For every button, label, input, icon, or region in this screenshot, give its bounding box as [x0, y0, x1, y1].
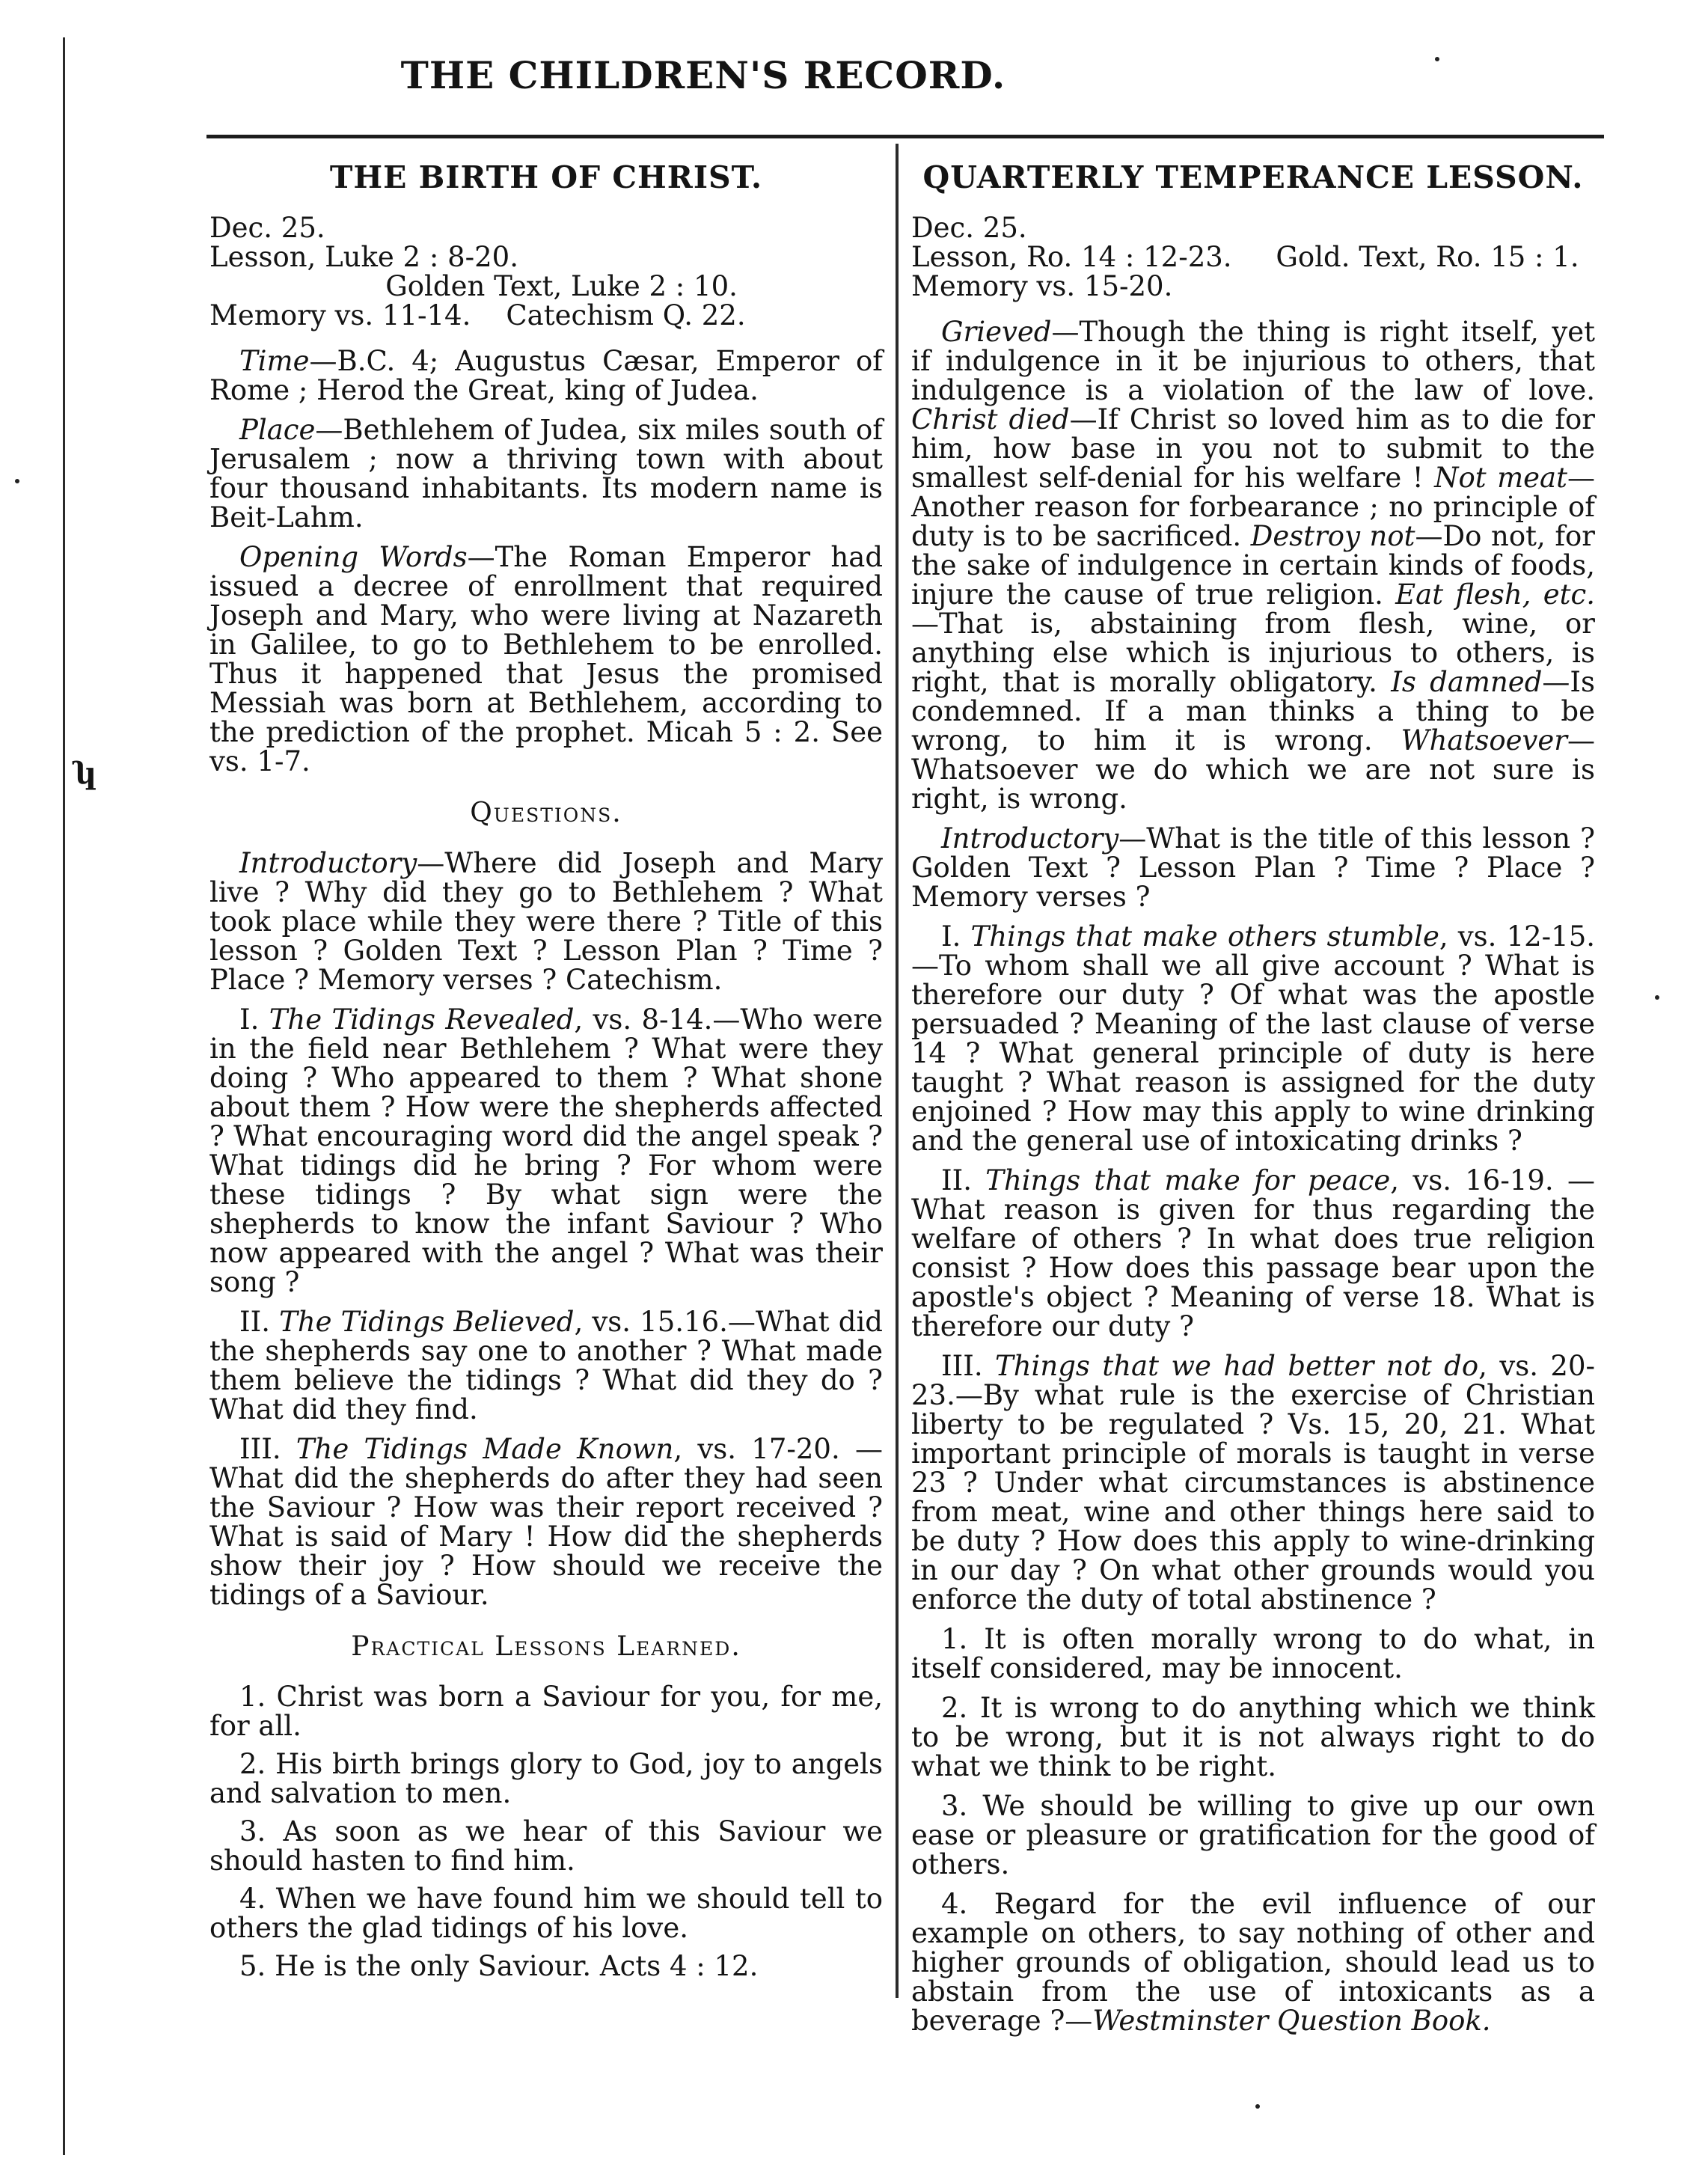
meta-line: Dec. 25. — [911, 212, 1027, 244]
question-paragraph — [911, 922, 1595, 1155]
notes-paragraph — [911, 317, 1595, 813]
left-column — [209, 159, 884, 1990]
question-text: , vs. 15.16.—What did the shepherds say one to another ? What made them believe the tidings ? What did they do ? What did they find. — [209, 1306, 883, 1425]
question-text: , vs. 8-14.—Who were in the field near Bethlehem ? What were they doing ? Who appeared to them ? What shone about them ? How were the shepherds affected ? What encouraging word did the angel speak ? What tidings did he bring ? For whom were these tidings ? By what sign were the shepherds to know the infant Saviour ? Who now appeared with the angel ? What was their song ? — [209, 1003, 884, 1298]
print-speck — [1255, 2104, 1260, 2109]
question-label: The Tidings Believed — [279, 1306, 575, 1338]
left-lesson-meta — [209, 213, 883, 330]
question-paragraph — [911, 1166, 1595, 1341]
note-text: —Whatsoever we do which we are not sure is right, is wrong. — [911, 724, 1595, 815]
question-label: Introductory — [239, 847, 417, 879]
question-text: —Where did Joseph and Mary live ? Why did they go to Bethlehem ? What took place while they were there ? Title of this lesson ? Golden Text ? Lesson Plan ? Time ? Place ? Memory verses ? Catechism. — [209, 847, 883, 996]
right-column-title: QUARTERLY TEMPERANCE LESSON. — [922, 159, 1584, 195]
note-label: Not meat — [1434, 462, 1567, 494]
gutter-mark: ʮ — [75, 756, 94, 791]
meta-line: Memory vs. 15-20. — [911, 270, 1173, 302]
right-column — [911, 159, 1595, 2046]
paragraph-text: —Bethlehem of Judea, six miles south of Jerusalem ; now a thriving town with about four thousand inhabitants. Its modern name is Beit-Lahm. — [209, 414, 883, 534]
paragraph-text: —B.C. 4; Augustus Cæsar, Emperor of Rome ; Herod the Great, king of Judea. — [209, 345, 883, 406]
final-lesson-item — [911, 1889, 1595, 2035]
question-text: , vs. 12-15.—To whom shall we all give account ? What is therefore our duty ? Of what was the apostle persuaded ? Meaning of the last clause of verse 14 ? What general principle of duty is here taught ? What reason is assigned for the duty enjoined ? How may this apply to wine drinking and the general use of intoxicating drinks ? — [911, 920, 1595, 1157]
meta-line: Memory vs. 11-14. Catechism Q. 22. — [209, 299, 746, 331]
question-paragraph — [209, 1307, 883, 1424]
note-text: —Though the thing is right itself, yet if indulgence in it be injurious to others, that indulgence is a violation of the law of love. — [911, 316, 1595, 406]
paragraph-label: Place — [239, 414, 316, 446]
lesson-item: 4. When we have found him we should tell to others the glad tidings of his love. — [209, 1883, 883, 1944]
final-lesson-text: 4. Regard for the evil influence of our example on others, to say nothing of other and higher grounds of obligation, should lead us to abstain from the use of intoxicants as a beverage ?— — [911, 1888, 1595, 2037]
note-label: Is damned — [1391, 666, 1543, 698]
meta-line: Dec. 25. — [209, 212, 325, 244]
note-text: —Another reason for forbearance ; no principle of duty is to be sacrificed. — [911, 462, 1595, 552]
gutter-rule — [63, 37, 65, 2155]
lesson-item: 3. We should be willing to give up our own ease or pleasure or gratification for the good of others. — [911, 1790, 1595, 1880]
note-label: Destroy not — [1250, 520, 1415, 552]
lesson-item: 5. He is the only Saviour. Acts 4 : 12. — [239, 1950, 759, 1982]
left-column-title: THE BIRTH OF CHRIST. — [329, 159, 763, 195]
question-prefix: III. — [941, 1350, 996, 1382]
print-speck — [1435, 57, 1439, 61]
question-paragraph — [209, 849, 883, 994]
note-text: —Do not, for the sake of indulgence in certain kinds of foods, injure the cause of true religion. — [911, 520, 1595, 611]
question-text: , vs. 17-20. —What did the shepherds do after they had seen the Saviour ? How was their report received ? What is said of Mary ! How did the shepherds show their joy ? How should we receive the tidings of a Saviour. — [209, 1433, 883, 1611]
meta-line: Lesson, Luke 2 : 8-20. — [209, 241, 518, 273]
question-text: , vs. 16-19. —What reason is given for thus regarding the welfare of others ? In what does true religion consist ? How does this passage bear upon the apostle's object ? Meaning of verse 18. What is therefore our duty ? — [911, 1164, 1595, 1342]
question-text: —What is the title of this lesson ? Golden Text ? Lesson Plan ? Time ? Place ? Memory verses ? — [911, 822, 1595, 913]
opening-words-paragraph — [209, 542, 883, 776]
lesson-item: 3. As soon as we hear of this Saviour we should hasten to find him. — [209, 1815, 883, 1877]
note-text: —Is condemned. If a man thinks a thing to be wrong, to him it is wrong. — [911, 666, 1595, 757]
question-label: The Tidings Made Known — [296, 1433, 674, 1465]
source-citation: Westminster Question Book. — [1092, 2005, 1491, 2037]
question-prefix: II. — [239, 1306, 280, 1338]
question-label: Things that we had better not do — [995, 1350, 1479, 1382]
lesson-item: 2. His birth brings glory to God, joy to angels and salvation to men. — [209, 1748, 883, 1809]
paragraph-label: Time — [239, 345, 310, 377]
place-paragraph — [209, 415, 883, 532]
question-paragraph — [209, 1434, 883, 1610]
meta-line: Golden Text, Luke 2 : 10. — [209, 270, 738, 302]
practical-lessons-heading: Practical Lessons Learned. — [351, 1631, 741, 1662]
note-text: —That is, abstaining from flesh, wine, or anything else which is injurious to others, is right, that is morally obligatory. — [911, 608, 1595, 698]
note-label: Eat flesh, etc. — [1395, 578, 1595, 611]
lesson-item: 1. It is often morally wrong to do what, in itself considered, may be innocent. — [911, 1623, 1595, 1684]
question-prefix: I. — [941, 920, 971, 953]
note-label: Whatsoever — [1401, 724, 1567, 757]
question-label: The Tidings Revealed — [269, 1003, 575, 1036]
paragraph-label: Opening Words — [239, 541, 468, 573]
question-paragraph — [209, 1005, 883, 1297]
question-prefix: I. — [239, 1003, 269, 1036]
lesson-item: 1. Christ was born a Saviour for you, for me, for all. — [209, 1681, 883, 1742]
question-label: Things that make others stumble — [970, 920, 1439, 953]
meta-line: Lesson, Ro. 14 : 12-23. Gold. Text, Ro. 15 : 1. — [911, 241, 1579, 273]
lesson-item: 2. It is wrong to do anything which we think to be wrong, but it is not always right to do what we think to be right. — [911, 1692, 1595, 1782]
print-speck — [15, 479, 19, 483]
time-paragraph — [209, 346, 883, 405]
note-text: —If Christ so loved him as to die for him, how base in you not to submit to the smallest self-denial for his welfare ! — [911, 403, 1595, 494]
question-text: , vs. 20-23.—By what rule is the exercise of Christian liberty to be regulated ? Vs. 15, 20, 21. What important principle of morals is taught in verse 23 ? Under what circumstances is abstinence from meat, wine and other things here said to be duty ? How does this apply to wine-drinking in our day ? On what other grounds would you enforce the duty of total abstinence ? — [911, 1350, 1595, 1616]
question-label: Things that make for peace — [985, 1164, 1391, 1196]
paragraph-text: —The Roman Emperor had issued a decree of enrollment that required Joseph and Mary, who were living at Nazareth in Galilee, to go to Bethlehem to be enrolled. Thus it happened that Jesus the promised Messiah was born at Bethlehem, according to the prediction of the prophet. Micah 5 : 2. See vs. 1-7. — [209, 541, 884, 777]
page-title: THE CHILDREN'S RECORD. — [400, 53, 1006, 97]
right-lesson-meta — [911, 213, 1595, 301]
print-speck — [1655, 995, 1659, 1000]
question-label: Introductory — [941, 822, 1119, 855]
questions-heading: Questions. — [470, 798, 622, 828]
question-paragraph — [911, 824, 1595, 911]
column-divider — [896, 144, 899, 1998]
header-rule — [206, 135, 1604, 138]
question-paragraph — [911, 1351, 1595, 1614]
question-prefix: III. — [239, 1433, 296, 1465]
note-label: Grieved — [941, 316, 1052, 348]
question-prefix: II. — [941, 1164, 986, 1196]
note-label: Christ died — [911, 403, 1070, 435]
